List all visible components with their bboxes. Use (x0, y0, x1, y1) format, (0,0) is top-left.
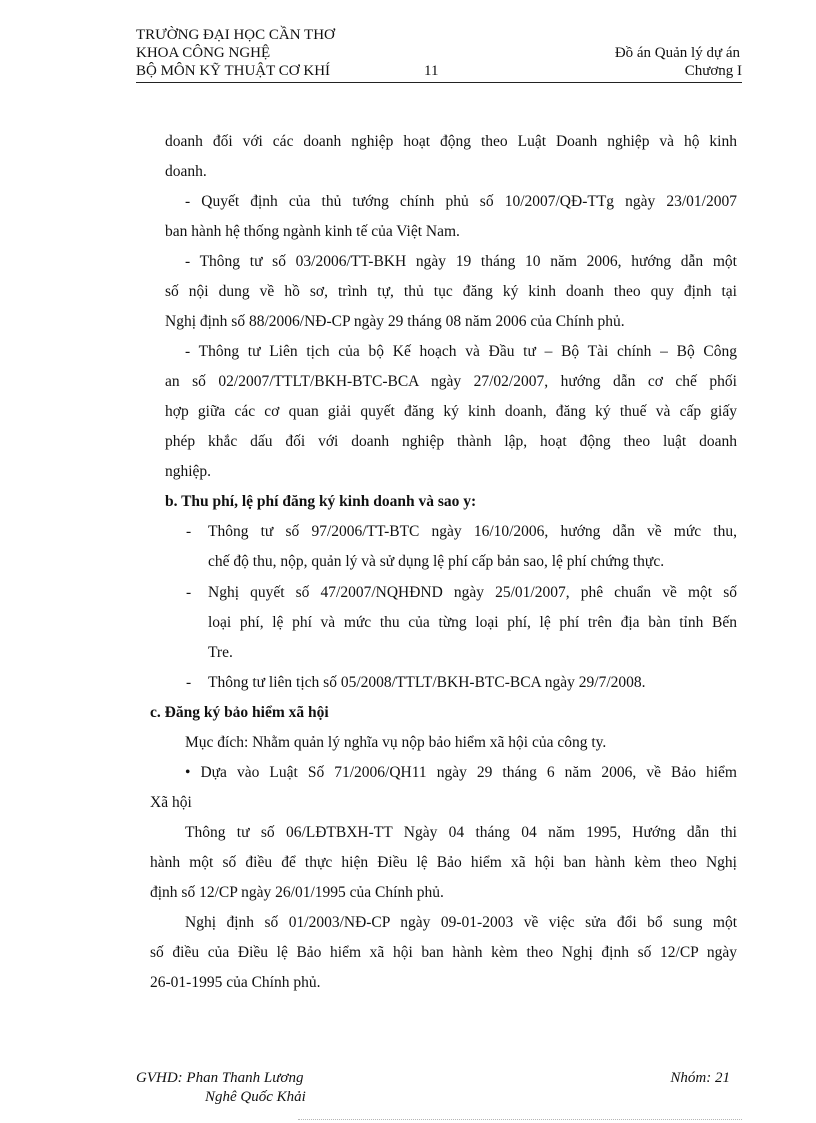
purpose-line: Mục đích: Nhằm quản lý nghĩa vụ nộp bảo hiểm xã hội của công ty. (185, 734, 607, 751)
school-name: TRƯỜNG ĐẠI HỌC CẦN THƠ (136, 27, 335, 43)
paragraph-line: doanh. (165, 163, 207, 180)
group-number: Nhóm: 21 (670, 1070, 730, 1086)
section-heading-b: b. Thu phí, lệ phí đăng ký kinh doanh và sao y: (165, 493, 477, 510)
list-item-line: Thông tư liên tịch số 05/2008/TTLT/BKH-BTC-BCA ngày 29/7/2008. (208, 674, 646, 691)
footer-divider (298, 1119, 742, 1120)
co-advisor-name: Nghê Quốc Khải (205, 1089, 306, 1105)
paragraph-line: phép khắc dấu đối với doanh nghiệp thành lập, hoạt động theo luật doanh (165, 433, 737, 450)
list-marker: - (186, 674, 192, 691)
list-marker: - (186, 584, 192, 601)
document-title: Đồ án Quản lý dự án (614, 45, 740, 61)
paragraph-line: - Thông tư số 03/2006/TT-BKH ngày 19 tháng 10 năm 2006, hướng dẫn một (185, 253, 737, 270)
list-item-line: Tre. (208, 644, 233, 661)
paragraph-line: nghiệp. (165, 463, 212, 480)
chapter-label: Chương I (684, 63, 742, 79)
paragraph-line: Thông tư số 06/LĐTBXH-TT Ngày 04 tháng 04 năm 1995, Hướng dẫn thi (185, 824, 737, 841)
list-item-line: chế độ thu, nộp, quản lý và sử dụng lệ phí cấp bản sao, lệ phí chứng thực. (208, 553, 665, 570)
list-item-line: Thông tư số 97/2006/TT-BTC ngày 16/10/2006, hướng dẫn về mức thu, (208, 523, 737, 540)
paragraph-line: - Quyết định của thủ tướng chính phủ số 10/2007/QĐ-TTg ngày 23/01/2007 (185, 193, 737, 210)
paragraph-line: 26-01-1995 của Chính phủ. (150, 974, 321, 991)
paragraph-line: định số 12/CP ngày 26/01/1995 của Chính phủ. (150, 884, 444, 901)
paragraph-line: ban hành hệ thống ngành kinh tế của Việt Nam. (165, 223, 460, 240)
faculty-name: KHOA CÔNG NGHỆ (136, 45, 271, 61)
paragraph-line: hành một số điều để thực hiện Điều lệ Bảo hiểm xã hội ban hành kèm theo Nghị (150, 854, 737, 871)
paragraph-line: Nghị định số 01/2003/NĐ-CP ngày 09-01-2003 về việc sửa đổi bổ sung một (185, 914, 737, 931)
header-divider (136, 82, 742, 83)
paragraph-line: số nội dung về hồ sơ, trình tự, thủ tục đăng ký kinh doanh theo quy định tại (165, 283, 737, 300)
bullet-line: • Dựa vào Luật Số 71/2006/QH11 ngày 29 tháng 6 năm 2006, về Bảo hiểm (185, 764, 737, 781)
page-number: 11 (424, 63, 439, 79)
paragraph-line: doanh đối với các doanh nghiệp hoạt động theo Luật Doanh nghiệp và hộ kinh (165, 133, 737, 150)
paragraph-line: hợp giữa các cơ quan giải quyết đăng ký kinh doanh, đăng ký thuế và cấp giấy (165, 403, 737, 420)
paragraph-line: an số 02/2007/TTLT/BKH-BTC-BCA ngày 27/02/2007, hướng dẫn cơ chế phối (165, 373, 737, 390)
paragraph-line: Nghị định số 88/2006/NĐ-CP ngày 29 tháng 08 năm 2006 của Chính phủ. (165, 313, 625, 330)
section-heading-c: c. Đăng ký bảo hiểm xã hội (150, 704, 329, 721)
advisor-name: GVHD: Phan Thanh Lương (136, 1070, 304, 1086)
list-item-line: loại phí, lệ phí và mức thu của từng loại phí, lệ phí trên địa bàn tỉnh Bến (208, 614, 737, 631)
paragraph-line: - Thông tư Liên tịch của bộ Kế hoạch và Đầu tư – Bộ Tài chính – Bộ Công (185, 343, 737, 360)
list-item-line: Nghị quyết số 47/2007/NQHĐND ngày 25/01/2007, phê chuẩn về một số (208, 584, 737, 601)
list-marker: - (186, 523, 192, 540)
paragraph-line: số điều của Điều lệ Bảo hiểm xã hội ban hành kèm theo Nghị định số 12/CP ngày (150, 944, 737, 961)
bullet-line: Xã hội (150, 794, 192, 811)
department-name: BỘ MÔN KỸ THUẬT CƠ KHÍ (136, 63, 331, 79)
